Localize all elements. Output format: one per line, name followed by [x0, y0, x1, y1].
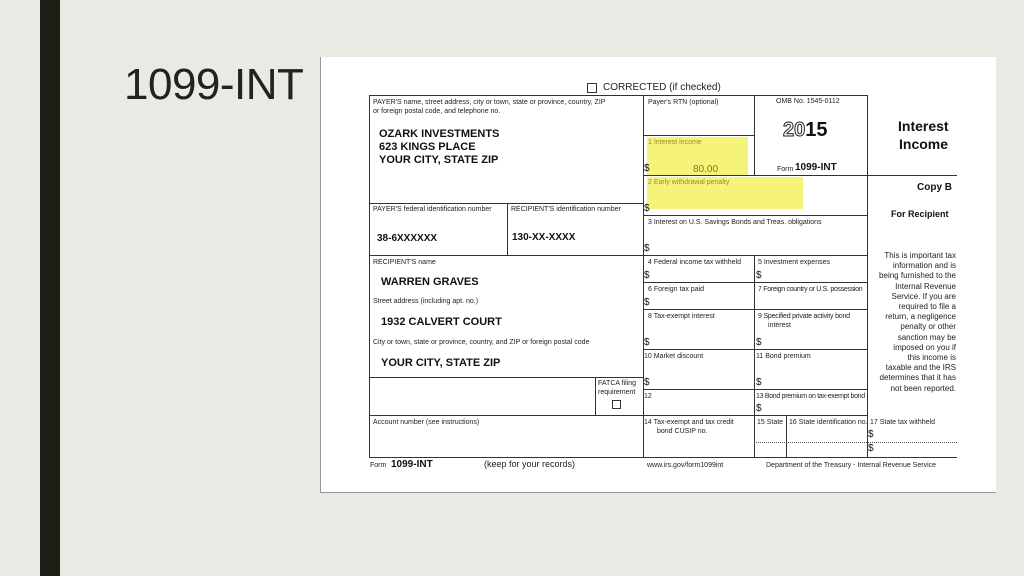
box9-label-2: interest [768, 322, 791, 329]
box1-value: 80.00 [693, 164, 719, 175]
form-1099-int-image: CORRECTED (if checked) PAYER'S name, street address, city or town, state or province, country, ZIP or foreign postal code, and telephone no. OZARK INVESTMENTS 623 KINGS PLACE YOUR CITY, STATE ZIP Payer's RTN (optional) 1 Interest income $ 80.00 2 Early withdrawal penalty OMB No. 1545-0112 2015 Form 1099-INT Interest Income Copy B For Recipient This is important tax information and is being furnished to the Internal Revenue Service. If you are required to file a return, a negligence penalty or other sanction may be imposed on you if this income is taxable and the IRS determines that it has not been reported. PAYER'S federal identification number RECIPIENT'S identification number 38-6XXXXXX 130-XX-XXXX $ 3 Interest on U.S. Savings Bonds and Treas. obligations $ RECIPIENT'S name WARREN GRAVES Street address (including apt. no.) 1932 CALVERT COURT City or town, state or province, country, and ZIP or foreign postal code YOUR CITY, STATE ZIP 4 Federal income tax withheld 5 Investment expenses $ $ 6 Foreign tax paid 7 Foreign country or U.S. possession $ 8 Tax-exempt interest 9 Specified private activity bond interest $ $ 10 Market discount 11 Bond premium $ $ FATCA filing requirement 12 13 Bond premium on tax-exempt bond $ Account number (see instructions) 14 Tax-exempt and tax credit bond CUSIP no. 15 State 16 State identification no. 17 State tax withheld $ $ Form 1099-INT (keep for your records) www.irs.gov/form1099int Department of the Treasury - Internal Revenue Service [320, 57, 996, 493]
recipient-city: YOUR CITY, STATE ZIP [381, 357, 501, 369]
for-recipient: For Recipient [891, 209, 949, 219]
box10-label: 10 Market discount [644, 353, 704, 360]
fatca-label-1: FATCA filing [598, 380, 636, 387]
slide-title: 1099-INT [124, 60, 304, 109]
box12-label: 12 [644, 393, 652, 400]
account-label: Account number (see instructions) [373, 419, 480, 426]
rtn-label: Payer's RTN (optional) [648, 99, 719, 106]
box17-label: 17 State tax withheld [870, 419, 935, 426]
payer-fed-id: 38-6XXXXXX [377, 233, 438, 244]
box7-label: 7 Foreign country or U.S. possession [758, 286, 863, 293]
fatca-label-2: requirement [598, 389, 636, 396]
recipient-street: 1932 CALVERT COURT [381, 316, 502, 328]
box16-label: 16 State identification no. [789, 419, 868, 426]
form-word: Form [777, 166, 794, 173]
footer-form-word: Form [370, 462, 387, 469]
box4-label: 4 Federal income tax withheld [648, 259, 741, 266]
box6-label: 6 Foreign tax paid [648, 286, 705, 293]
footer-keep: (keep for your records) [484, 459, 576, 469]
city-label: City or town, state or province, country, and ZIP or foreign postal code [373, 339, 590, 346]
box1-label: 1 Interest income [648, 139, 702, 146]
box15-label: 15 State [757, 419, 784, 426]
title-income: Income [899, 136, 949, 152]
box9-label-1: 9 Specified private activity bond [758, 313, 850, 320]
tax-notice: This is important tax information and is being furnished to the Internal Revenue Service. If you are required to file a return, a negligence penalty or other sanction may be imposed on you if this income is taxable and the IRS determines that it has not been reported. [879, 251, 956, 393]
box3-label: 3 Interest on U.S. Savings Bonds and Treas. obligations [648, 219, 822, 226]
street-label: Street address (including apt. no.) [373, 298, 479, 305]
recipient-name: WARREN GRAVES [381, 276, 479, 288]
title-interest: Interest [898, 118, 949, 134]
fatca-checkbox[interactable] [612, 400, 621, 409]
footer-form-name: 1099-INT [391, 459, 433, 470]
box14-label-2: bond CUSIP no. [657, 428, 708, 435]
payer-fed-id-label: PAYER'S federal identification number [373, 206, 492, 213]
footer-dept: Department of the Treasury - Internal Revenue Service [766, 462, 937, 469]
box5-label: 5 Investment expenses [758, 259, 830, 266]
recipient-id: 130-XX-XXXX [512, 232, 576, 243]
box2-label: 2 Early withdrawal penalty [648, 179, 730, 186]
box14-label-1: 14 Tax-exempt and tax credit [644, 419, 734, 426]
footer-url: www.irs.gov/form1099int [647, 462, 724, 469]
payer-label-2: or foreign postal code, and telephone no. [373, 108, 501, 115]
form-name: 1099-INT [795, 162, 837, 173]
payer-label-1: PAYER'S name, street address, city or town, state or province, country, ZIP [373, 99, 606, 106]
payer-city: YOUR CITY, STATE ZIP [379, 154, 499, 166]
box8-label: 8 Tax-exempt interest [648, 313, 715, 320]
copy-b: Copy B [917, 182, 952, 193]
form-year: 2015 [783, 119, 828, 141]
box11-label: 11 Bond premium [756, 353, 811, 360]
corrected-checkbox[interactable] [587, 83, 597, 93]
slide-accent-bar [40, 0, 60, 576]
recipient-name-label: RECIPIENT'S name [373, 259, 436, 266]
box13-label: 13 Bond premium on tax-exempt bond [756, 393, 865, 400]
recipient-id-label: RECIPIENT'S identification number [511, 206, 621, 213]
payer-street: 623 KINGS PLACE [379, 141, 476, 153]
omb-label: OMB No. 1545-0112 [776, 98, 840, 105]
payer-name: OZARK INVESTMENTS [379, 128, 500, 140]
corrected-label: CORRECTED (if checked) [603, 82, 721, 93]
